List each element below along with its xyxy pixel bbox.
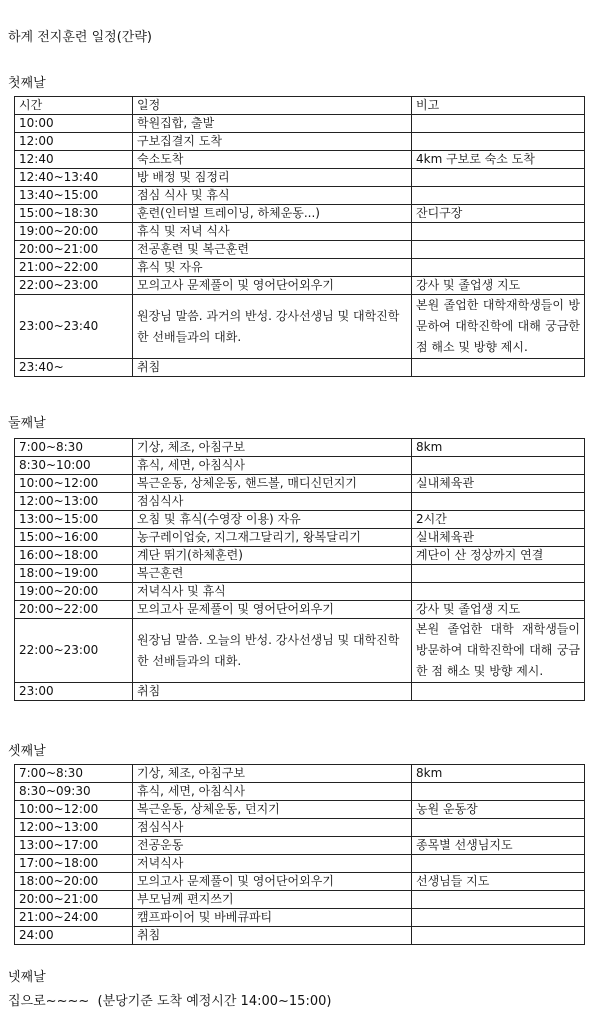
time-cell: 18:00~20:00 [15, 873, 133, 891]
table-row [15, 891, 585, 909]
note-cell [412, 565, 585, 583]
note-cell: 본원 졸업한 대학 재학생들이 방문하여 대학진학에 대해 궁금한 점 해소 및 방향 제시. [412, 619, 585, 683]
table-row [15, 783, 585, 801]
table-row [15, 259, 585, 277]
table-header-row [15, 97, 585, 115]
plan-cell: 취침 [133, 359, 412, 377]
note-cell [412, 223, 585, 241]
table-row [15, 683, 585, 701]
plan-cell: 점심식사 [133, 819, 412, 837]
table-row [15, 151, 585, 169]
plan-cell: 복근운동, 상체운동, 던지기 [133, 801, 412, 819]
plan-cell: 휴식 및 저녁 식사 [133, 223, 412, 241]
plan-cell: 농구레이업슛, 지그재그달리기, 왕복달리기 [133, 529, 412, 547]
time-cell: 24:00 [15, 927, 133, 945]
plan-cell: 휴식, 세면, 아침식사 [133, 457, 412, 475]
note-cell [412, 783, 585, 801]
plan-cell: 취침 [133, 927, 412, 945]
day2-table [14, 438, 585, 701]
plan-cell: 모의고사 문제풀이 및 영어단어외우기 [133, 873, 412, 891]
time-cell: 15:00~16:00 [15, 529, 133, 547]
plan-cell: 복근훈련 [133, 565, 412, 583]
time-cell: 22:00~23:00 [15, 277, 133, 295]
time-cell: 16:00~18:00 [15, 547, 133, 565]
time-cell: 23:00~23:40 [15, 295, 133, 359]
note-cell: 실내체육관 [412, 529, 585, 547]
note-cell: 종목별 선생님지도 [412, 837, 585, 855]
plan-cell: 취침 [133, 683, 412, 701]
table-row [15, 529, 585, 547]
note-cell [412, 259, 585, 277]
table-row [15, 837, 585, 855]
table-row [15, 223, 585, 241]
plan-cell: 숙소도착 [133, 151, 412, 169]
note-cell: 선생님들 지도 [412, 873, 585, 891]
header-time: 시간 [15, 97, 133, 115]
plan-cell: 캠프파이어 및 바베큐파티 [133, 909, 412, 927]
time-cell: 8:30~10:00 [15, 457, 133, 475]
time-cell: 12:40 [15, 151, 133, 169]
plan-cell: 부모님께 편지쓰기 [133, 891, 412, 909]
time-cell: 19:00~20:00 [15, 223, 133, 241]
plan-cell: 전공훈련 및 복근훈련 [133, 241, 412, 259]
table-row [15, 909, 585, 927]
plan-cell: 모의고사 문제풀이 및 영어단어외우기 [133, 277, 412, 295]
time-cell: 10:00~12:00 [15, 475, 133, 493]
note-cell [412, 359, 585, 377]
header-note: 비고 [412, 97, 585, 115]
table-row [15, 241, 585, 259]
note-cell: 잔디구장 [412, 205, 585, 223]
table-row [15, 295, 585, 359]
table-row [15, 205, 585, 223]
table-row [15, 855, 585, 873]
note-cell: 8km [412, 765, 585, 783]
time-cell: 7:00~8:30 [15, 439, 133, 457]
time-cell: 8:30~09:30 [15, 783, 133, 801]
note-cell: 강사 및 졸업생 지도 [412, 601, 585, 619]
day3-heading: 셋째날 [8, 744, 46, 759]
time-cell: 13:00~15:00 [15, 511, 133, 529]
day1-table [14, 96, 585, 377]
note-cell [412, 241, 585, 259]
plan-cell: 저녁식사 및 휴식 [133, 583, 412, 601]
time-cell: 23:40~ [15, 359, 133, 377]
note-cell: 농원 운동장 [412, 801, 585, 819]
plan-cell: 오침 및 휴식(수영장 이용) 자유 [133, 511, 412, 529]
plan-cell: 원장님 말씀. 과거의 반성. 강사선생님 및 대학진학 한 선배들과의 대화. [133, 295, 412, 359]
plan-cell: 점심식사 [133, 493, 412, 511]
note-cell [412, 187, 585, 205]
note-cell [412, 819, 585, 837]
time-cell: 19:00~20:00 [15, 583, 133, 601]
time-cell: 18:00~19:00 [15, 565, 133, 583]
time-cell: 20:00~22:00 [15, 601, 133, 619]
note-cell: 4km 구보로 숙소 도착 [412, 151, 585, 169]
table-row [15, 765, 585, 783]
time-cell: 17:00~18:00 [15, 855, 133, 873]
plan-cell: 전공운동 [133, 837, 412, 855]
note-cell: 본원 졸업한 대학재학생들이 방문하여 대학진학에 대해 궁금한 점 해소 및 방향 제시. [412, 295, 585, 359]
note-cell: 강사 및 졸업생 지도 [412, 277, 585, 295]
note-cell [412, 909, 585, 927]
note-cell: 계단이 산 정상까지 연결 [412, 547, 585, 565]
note-cell [412, 927, 585, 945]
day3-table [14, 764, 585, 945]
table-row [15, 359, 585, 377]
document-title: 하계 전지훈련 일정(간략) [8, 30, 152, 45]
day2-heading: 둘째날 [8, 416, 46, 431]
table-row [15, 133, 585, 151]
note-cell [412, 457, 585, 475]
plan-cell: 기상, 체조, 아침구보 [133, 765, 412, 783]
plan-cell: 계단 뛰기(하체훈련) [133, 547, 412, 565]
table-row [15, 601, 585, 619]
plan-cell: 기상, 체조, 아침구보 [133, 439, 412, 457]
time-cell: 12:00~13:00 [15, 493, 133, 511]
time-cell: 20:00~21:00 [15, 241, 133, 259]
note-cell [412, 583, 585, 601]
note-cell [412, 493, 585, 511]
header-plan: 일정 [133, 97, 412, 115]
note-cell: 8km [412, 439, 585, 457]
time-cell: 12:00 [15, 133, 133, 151]
plan-cell: 방 배정 및 짐정리 [133, 169, 412, 187]
table-row [15, 457, 585, 475]
plan-cell: 훈련(인터벌 트레이닝, 하체운동...) [133, 205, 412, 223]
time-cell: 13:00~17:00 [15, 837, 133, 855]
table-row [15, 801, 585, 819]
table-row [15, 619, 585, 683]
time-cell: 10:00~12:00 [15, 801, 133, 819]
note-cell [412, 855, 585, 873]
day4-heading: 넷째날 [8, 970, 46, 985]
table-row [15, 927, 585, 945]
time-cell: 23:00 [15, 683, 133, 701]
plan-cell: 휴식 및 자유 [133, 259, 412, 277]
plan-cell: 원장님 말씀. 오늘의 반성. 강사선생님 및 대학진학 한 선배들과의 대화. [133, 619, 412, 683]
time-cell: 20:00~21:00 [15, 891, 133, 909]
table-row [15, 277, 585, 295]
time-cell: 12:40~13:40 [15, 169, 133, 187]
table-row [15, 493, 585, 511]
day1-heading: 첫째날 [8, 76, 46, 91]
time-cell: 12:00~13:00 [15, 819, 133, 837]
note-cell [412, 891, 585, 909]
time-cell: 10:00 [15, 115, 133, 133]
plan-cell: 모의고사 문제풀이 및 영어단어외우기 [133, 601, 412, 619]
table-row [15, 475, 585, 493]
plan-cell: 휴식, 세면, 아침식사 [133, 783, 412, 801]
table-row [15, 115, 585, 133]
plan-cell: 복근운동, 상체운동, 핸드볼, 매디신던지기 [133, 475, 412, 493]
time-cell: 13:40~15:00 [15, 187, 133, 205]
time-cell: 15:00~18:30 [15, 205, 133, 223]
table-row [15, 511, 585, 529]
table-row [15, 439, 585, 457]
table-row [15, 819, 585, 837]
plan-cell: 구보집결지 도착 [133, 133, 412, 151]
note-cell [412, 683, 585, 701]
table-row [15, 873, 585, 891]
note-cell [412, 133, 585, 151]
time-cell: 21:00~22:00 [15, 259, 133, 277]
plan-cell: 학원집합, 출발 [133, 115, 412, 133]
note-cell: 2시간 [412, 511, 585, 529]
note-cell [412, 115, 585, 133]
table-row [15, 565, 585, 583]
day4-text: 집으로~~~~ (분당기준 도착 예정시간 14:00~15:00) [8, 994, 332, 1009]
plan-cell: 저녁식사 [133, 855, 412, 873]
table-row [15, 583, 585, 601]
plan-cell: 점심 식사 및 휴식 [133, 187, 412, 205]
note-cell: 실내체육관 [412, 475, 585, 493]
time-cell: 21:00~24:00 [15, 909, 133, 927]
time-cell: 7:00~8:30 [15, 765, 133, 783]
time-cell: 22:00~23:00 [15, 619, 133, 683]
note-cell [412, 169, 585, 187]
table-row [15, 169, 585, 187]
table-row [15, 547, 585, 565]
table-row [15, 187, 585, 205]
